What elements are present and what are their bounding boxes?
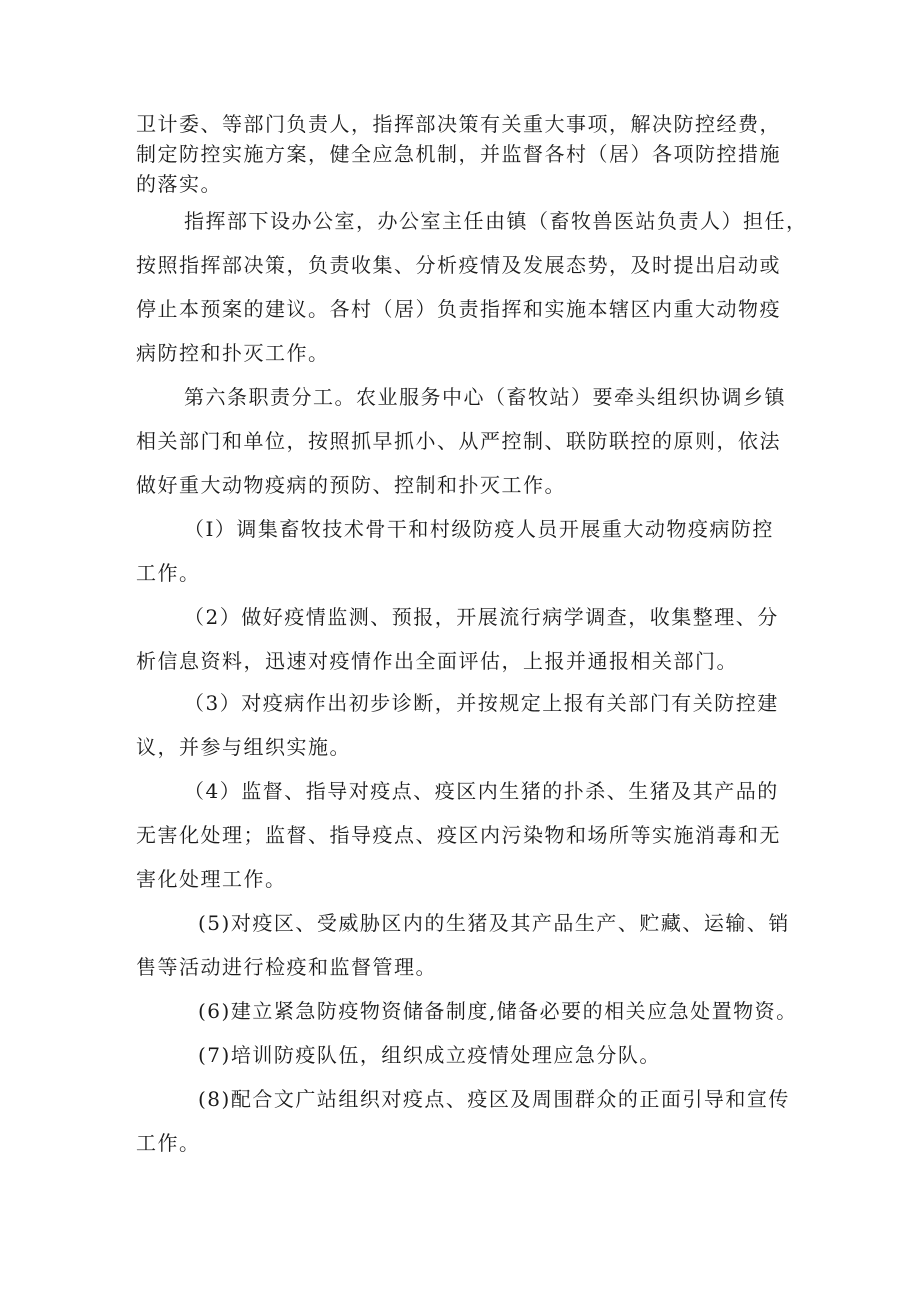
text-line: 病防控和扑灭工作。 bbox=[136, 341, 330, 365]
text-line: （I）调集畜牧技术骨干和村级防疫人员开展重大动物疫病防控 bbox=[184, 517, 774, 541]
text-line: 工作。 bbox=[136, 561, 201, 585]
text-line: 议，并参与组织实施。 bbox=[136, 735, 351, 759]
text-line: 做好重大动物疫病的预防、控制和扑灭工作。 bbox=[136, 473, 566, 497]
text-line: 售等活动进行检疫和监督管理。 bbox=[136, 955, 437, 979]
text-line: (7)培训防疫队伍，组织成立疫情处理应急分队。 bbox=[198, 1043, 661, 1067]
text-line: 相关部门和单位，按照抓早抓小、从严控制、联防联控的原则，依法 bbox=[136, 429, 781, 453]
text-line: 指挥部下设办公室，办公室主任由镇（畜牧兽医站负责人）担任， bbox=[184, 209, 808, 233]
text-line: 害化处理工作。 bbox=[136, 867, 287, 891]
text-line: 无害化处理；监督、指导疫点、疫区内污染物和场所等实施消毒和无 bbox=[136, 823, 781, 847]
text-line: 停止本预案的建议。各村（居）负责指挥和实施本辖区内重大动物疫 bbox=[136, 297, 781, 321]
text-line: 析信息资料，迅速对疫情作出全面评估，上报并通报相关部门。 bbox=[136, 649, 738, 673]
text-line: 卫计委、等部门负责人，指挥部决策有关重大事项，解决防控经费， bbox=[136, 112, 781, 136]
text-line: (8)配合文广站组织对疫点、疫区及周围群众的正面引导和宣传 bbox=[198, 1087, 790, 1111]
text-line: (6)建立紧急防疫物资储备制度,储备必要的相关应急处置物资。 bbox=[198, 999, 798, 1023]
text-line: 制定防控实施方案，健全应急机制，并监督各村（居）各项防控措施 bbox=[136, 142, 781, 166]
text-line: (5)对疫区、受威胁区内的生猪及其产品生产、贮藏、运输、销 bbox=[198, 911, 790, 935]
text-line: 第六条职责分工。农业服务中心（畜牧站）要牵头组织协调乡镇 bbox=[184, 385, 786, 409]
text-line: 的落实。 bbox=[136, 172, 222, 196]
text-line: （2）做好疫情监测、预报，开展流行病学调查，收集整理、分 bbox=[184, 605, 779, 629]
text-line: （4）监督、指导对疫点、疫区内生猪的扑杀、生猪及其产品的 bbox=[184, 779, 779, 803]
text-line: 按照指挥部决策，负责收集、分析疫情及发展态势，及时提出启动或 bbox=[136, 253, 781, 277]
text-line: 工作。 bbox=[136, 1131, 201, 1155]
text-line: （3）对疫病作出初步诊断，并按规定上报有关部门有关防控建 bbox=[184, 691, 779, 715]
